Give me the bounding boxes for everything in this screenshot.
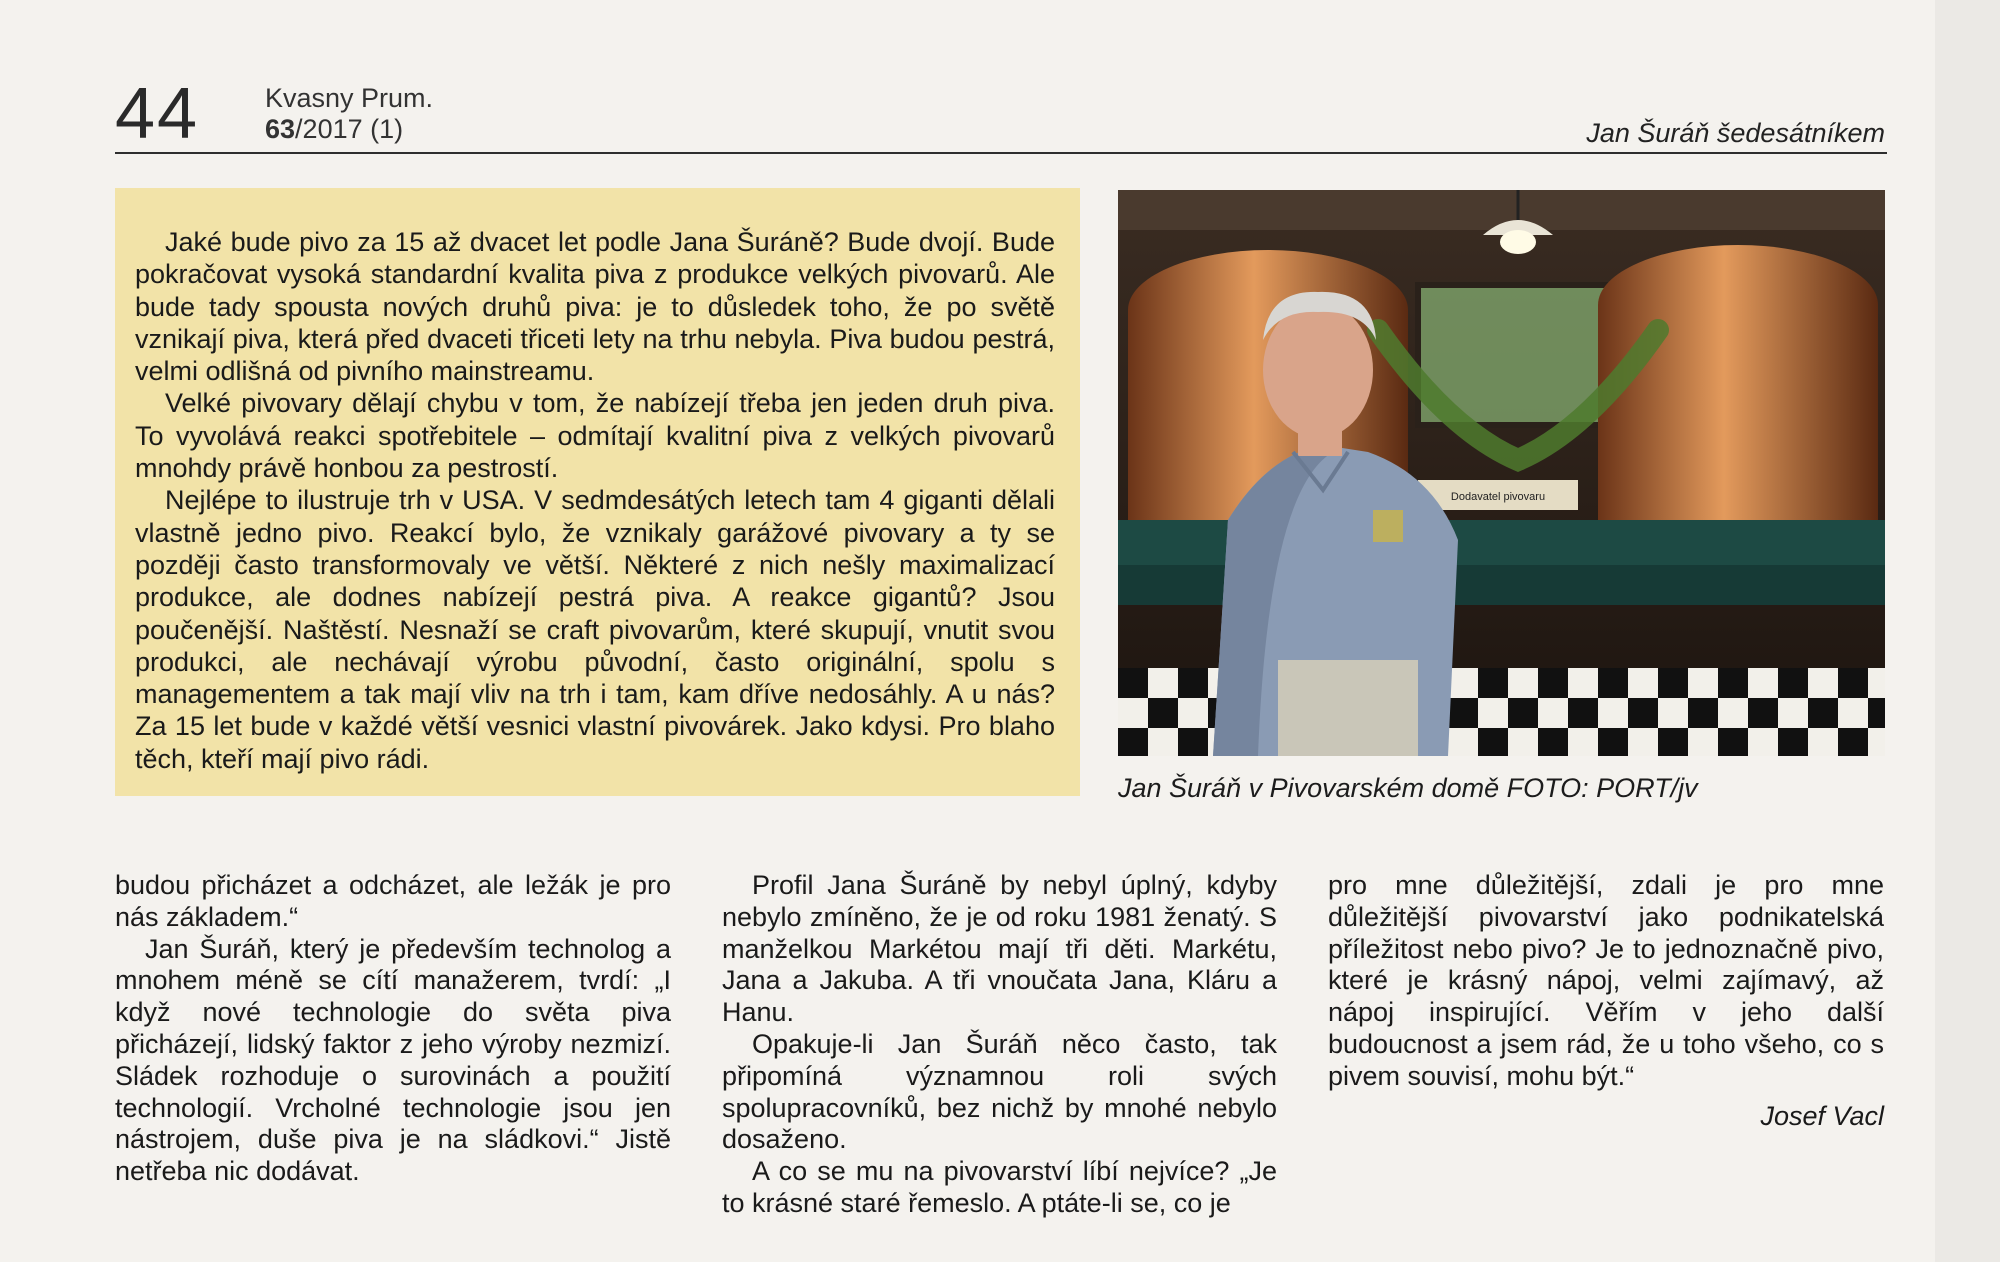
quote-paragraph-1: Jaké bude pivo za 15 až dvacet let podle Jana Šuráně? Bude dvojí. Bude pokračovat vysoká standardní kvalita piva z produkce velkých pivovarů. Ale bude tady spousta nových druhů piva: je to důsledek toho, že po světě vznikají piva, která před dvaceti třiceti lety na trhu nebyla. Piva budou pestrá, velmi odlišná od pivního mainstreamu. xyxy=(135,227,1055,387)
photo-caption: Jan Šuráň v Pivovarském domě FOTO: PORT/jv xyxy=(1118,773,1698,803)
col2-paragraph-1: Profil Jana Šuráně by nebyl úplný, kdyby nebylo zmíněno, že je od roku 1981 ženatý. S manželkou Markétou mají tři děti. Markétu, Jana a Jakuba. A tři vnoučata Jana, Kláru a Hanu. xyxy=(722,870,1277,1028)
journal-year-issue: /2017 (1) xyxy=(295,114,404,144)
col2-paragraph-2: Opakuje-li Jan Šuráň něco často, tak připomíná významnou roli svých spolupracovníků, bez nichž by mnohé nebylo dosaženo. xyxy=(722,1028,1277,1155)
header-rule xyxy=(115,152,1887,154)
page-edge-shadow xyxy=(1935,0,2000,1262)
brewery-photo-illustration xyxy=(1118,190,1885,756)
text-column-3 xyxy=(1328,870,1884,1132)
portrait-photo xyxy=(1118,190,1885,756)
journal-citation xyxy=(265,83,433,145)
author-signature: Josef Vacl xyxy=(1760,1100,1884,1131)
running-title: Jan Šuráň šedesátníkem xyxy=(1586,118,1885,148)
text-column-2 xyxy=(722,870,1277,1220)
quote-paragraph-2: Velké pivovary dělají chybu v tom, že nabízejí třeba jen jeden druh piva. To vyvolává reakci spotřebitele – odmítají kvalitní piva z velkých pivovarů mnohdy právě honbou za pestrostí. xyxy=(135,388,1055,484)
col1-paragraph-1: budou přicházet a odcházet, ale ležák je pro nás základem.“ xyxy=(115,870,671,932)
quote-box xyxy=(115,188,1080,796)
text-column-1 xyxy=(115,870,671,1188)
photo-sign-text: Dodavatel pivovaru xyxy=(1450,491,1546,503)
quote-text xyxy=(135,226,1055,775)
page-number: 44 xyxy=(115,74,200,154)
col3-paragraph-1: pro mne důležitější, zdali je pro mne důležitější pivovarství jako podnikatelská příležitost nebo pivo? Je to jednoznačně pivo, které je krásný nápoj, velmi zajímavý, až nápoj inspirující. Věřím v jeho další budoucnost a jsem rád, že u toho všeho, co s pivem souvisí, mohu být.“ xyxy=(1328,870,1884,1091)
journal-name: Kvasny Prum. xyxy=(265,83,434,113)
quote-paragraph-3: Nejlépe to ilustruje trh v USA. V sedmdesátých letech tam 4 giganti dělali vlastně jedno pivo. Reakcí bylo, že vznikaly garážové pivovary a ty se později často transformovaly ve větší. Některé z nich nešly maximalizací produkce, ale dodnes nabízejí pestrá piva. A reakce gigantů? Jsou poučenější. Naštěstí. Nesnaží se craft pivovarům, které skupují, vnutit svou produkci, ale nechávají výrobu původní, často originální, spolu s managementem a tak mají vliv na trh i tam, kam dříve nedosáhly. A u nás? Za 15 let bude v každé větší vesnici vlastní pivovárek. Jako kdysi. Pro blaho těch, kteří mají pivo rádi. xyxy=(135,485,1055,774)
col1-paragraph-2: Jan Šuráň, který je především technolog a mnohem méně se cítí manažerem, tvrdí: „I když nové technologie do světa piva přicházejí, lidský faktor z jeho výroby nezmizí. Sládek rozhoduje o surovinách a použití technologií. Vrcholné technologie jsou jen nástrojem, duše piva je na sládkovi.“ Jistě netřeba nic dodávat. xyxy=(115,933,671,1187)
journal-volume-line xyxy=(265,114,433,145)
col2-paragraph-3: A co se mu na pivovarství líbí nejvíce? „Je to krásné staré řemeslo. A ptáte-li se, co je xyxy=(722,1156,1277,1218)
journal-volume: 63 xyxy=(265,114,296,144)
